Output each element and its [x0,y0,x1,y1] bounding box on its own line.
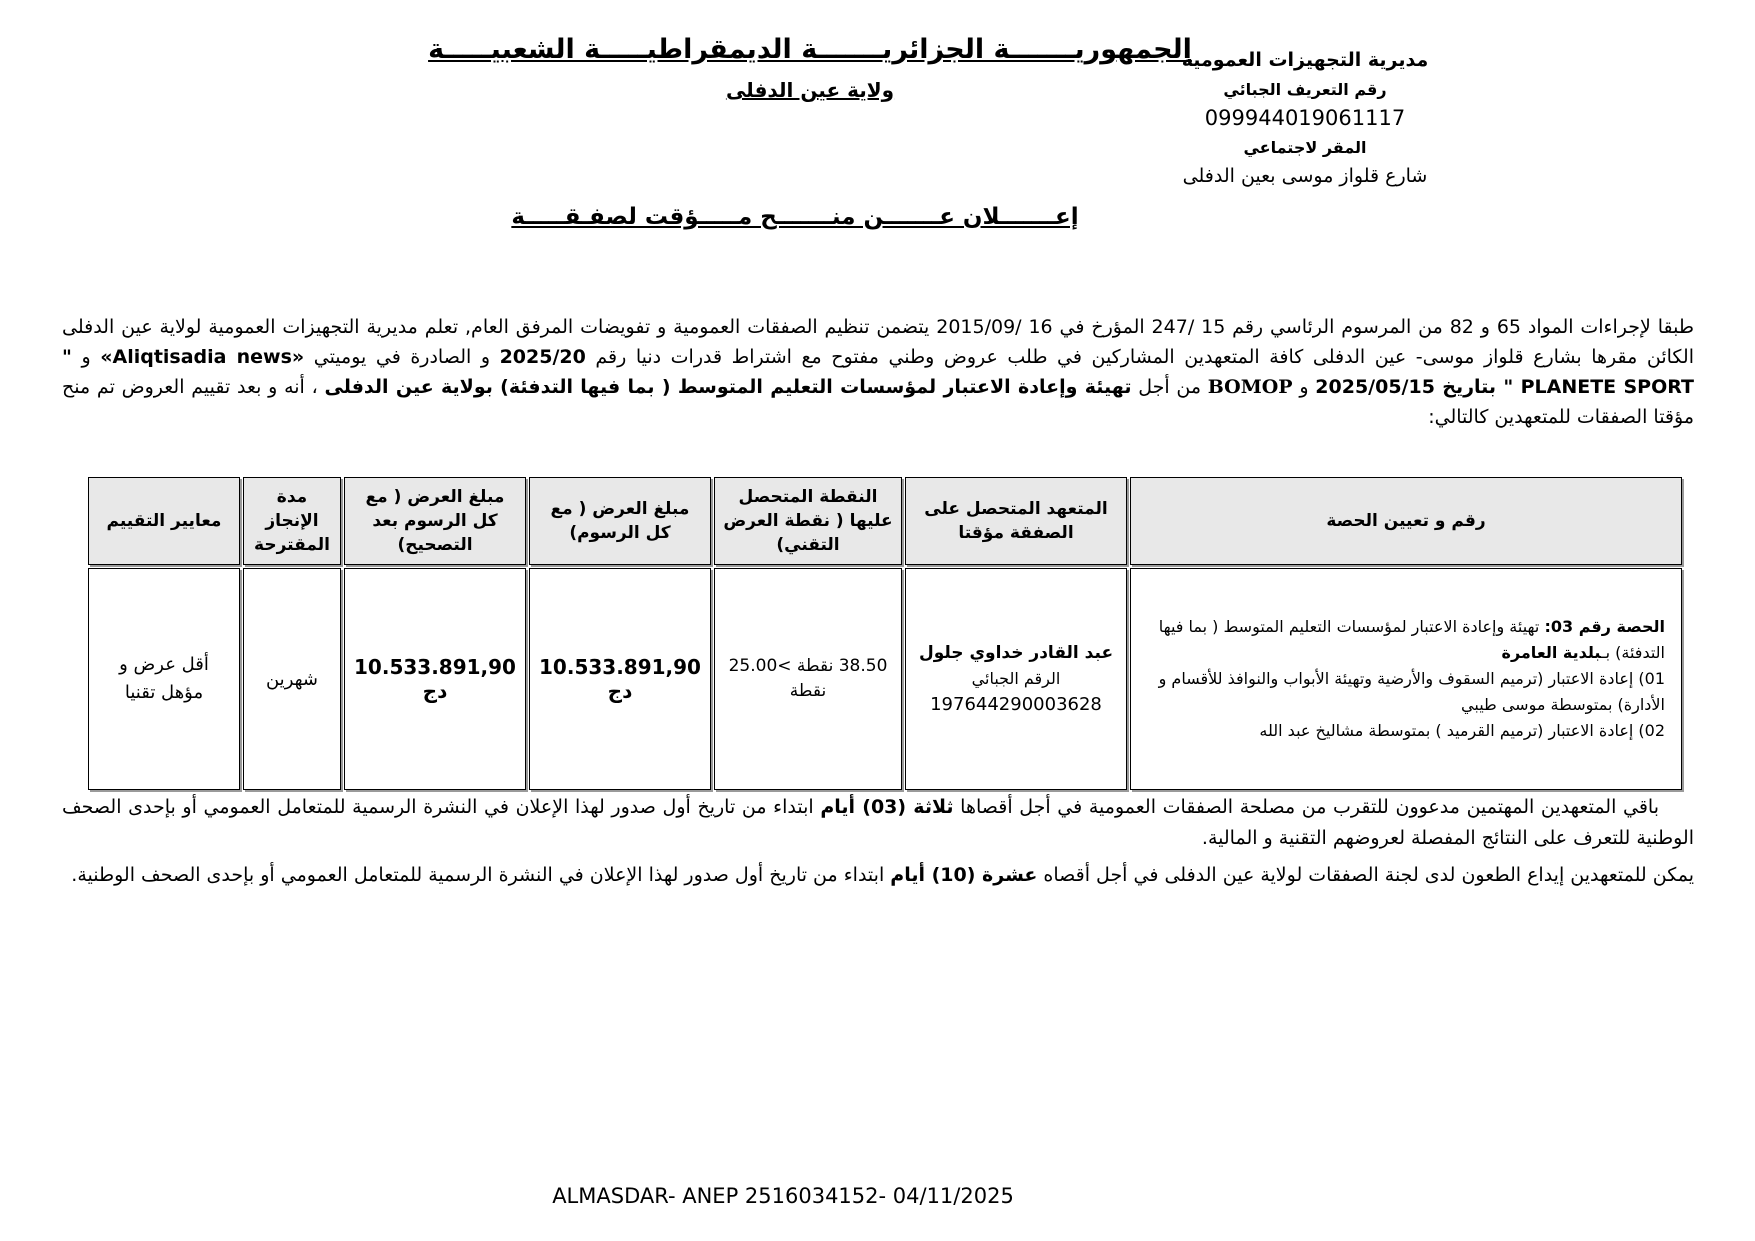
cell-duration: شهرين [243,568,341,790]
intro-bomop: BOMOP [1207,376,1293,398]
wilaya-title: ولاية عين الدفلى [725,78,895,102]
col-header-points: النقطة المتحصل عليها ( نقطة العرض التقني) [714,477,902,565]
col-header-bidder: المتعهد المتحصل على الصفقة مؤقتا [905,477,1127,565]
lot-item-2: 02) إعادة الاعتبار (ترميم القرميد ) بمتوسطة مشاليخ عبد الله [1259,721,1665,740]
cell-criteria: أقل عرض و مؤهل تقنيا [88,568,240,790]
letterhead-address: شارع قلواز موسى بعين الدفلى [1182,165,1428,187]
letterhead-directorate: مديرية التجهيزات العمومية [1181,49,1429,71]
intro-seg-2: و الصادرة في يوميتي [304,346,500,368]
note-deadline-3-days: ثلاثة (03) أيام [820,796,954,818]
intro-paragraph [62,312,1694,432]
announcement-title: إعـــــــلان عـــــــن منـــــــح مـــــؤقت لصفـقـــــة [511,204,1079,230]
cell-bidder [905,568,1127,790]
col-header-amount-corrected: مبلغ العرض ( مع كل الرسوم بعد التصحيح) [344,477,526,565]
col-header-amount: مبلغ العرض ( مع كل الرسوم) [529,477,711,565]
letterhead [1110,46,1500,191]
bidder-tax-number: 197644290003628 [930,694,1102,715]
intro-seg-4: و [71,346,101,368]
intro-newspaper-1: «Aliqtisadia news» [100,346,305,368]
letterhead-tax-label: رقم التعريف الجبائي [1223,80,1387,99]
letterhead-hq-label: المقر لاجتماعي [1243,138,1367,157]
table-header-row [88,477,1682,565]
bidder-name: عبد القادر خداوي جلول [918,643,1114,663]
lot-number: الحصة رقم 03: [1544,617,1665,636]
republic-title: الجمهوريـــــــة الجزائريـــــــة الديمقراطيـــــة الشعبيـــــة [428,34,1192,65]
col-header-lot: رقم و تعيين الحصة [1130,477,1682,565]
intro-newspaper-2-date: " PLANETE SPORT " بتاريخ 2025/05/15 [62,346,1694,398]
intro-seg-8: من أجل [1131,376,1208,398]
award-table-wrapper [85,474,1685,793]
intro-seg-10: ، أنه و بعد تقييم العروض تم منح مؤقتا الصفقات للمتعهدين كالتالي: [62,376,1694,428]
lot-item-1: 01) إعادة الاعتبار (ترميم السقوف والأرضية وتهيئة الأبواب والنوافذ للأقسام و الأدارة) بمتوسطة موسى طيبي [1158,669,1665,714]
lot-desc: تهيئة وإعادة الاعتبار لمؤسسات التعليم المتوسط ( بما فيها التدفئة) بـ [1158,617,1665,662]
cell-amount-corrected: 10.533.891,90 دج [344,568,526,790]
col-header-duration: مدة الإنجاز المقترحة [243,477,341,565]
intro-seg-6: و [1292,376,1316,398]
letterhead-tax-number: 099944019061117 [1204,106,1406,130]
cell-amount: 10.533.891,90 دج [529,568,711,790]
cell-lot-description [1130,568,1682,790]
bidder-tax-label: الرقم الجبائي [971,669,1061,688]
col-header-criteria: معايير التقييم [88,477,240,565]
note-results-info: باقي المتعهدين المهتمين مدعوون للتقرب من مصلحة الصفقات العمومية في أجل أقصاها ثلاثة (03) أيام ابتداء من تاريخ أول صدور لهذا الإعلان في النشرة الرسمية للمتعامل العمومي أو بإحدى الصحف الوطنية للتعرف على النتائج المفصلة لعروضهم التقنية و المالية. [62,796,1694,849]
table-row [88,568,1682,790]
note-appeals-info: يمكن للمتعهدين إيداع الطعون لدى لجنة الصفقات لولاية عين الدفلى في أجل أقصاه عشرة (10) أيام ابتداء من تاريخ أول صدور لهذا الإعلان في النشرة الرسمية للمتعامل العمومي أو بإحدى الصحف الوطنية. [71,864,1694,886]
award-table [85,474,1685,793]
lot-commune: بلدية العامرة [1501,643,1601,662]
intro-project-object: تهيئة وإعادة الاعتبار لمؤسسات التعليم المتوسط ( بما فيها التدفئة) بولاية عين الدفلى [324,376,1132,398]
cell-points: 38.50 نقطة >25.00 نقطة [714,568,902,790]
notes-section [62,792,1694,897]
anep-footer: ALMASDAR- ANEP 2516034152- 04/11/2025 [552,1184,1014,1208]
intro-seg-0: طبقا لإجراءات المواد 65 و 82 من المرسوم الرئاسي رقم 15 /247 المؤرخ في 16 /2015/09 يتضمن تنظيم الصفقات العمومية و تفويضات المرفق العام, تعلم مديرية التجهيزات العمومية لولاية عين الدفلى الكائن مقرها بشارع قلواز موسى- عين الدفلى كافة المتعهدين المشاركين في طلب عروض وطني مفتوح مع اشتراط قدرات دنيا رقم [62,316,1694,368]
intro-procedure-number: 2025/20 [499,346,586,368]
note-deadline-10-days: عشرة (10) أيام [890,864,1038,886]
